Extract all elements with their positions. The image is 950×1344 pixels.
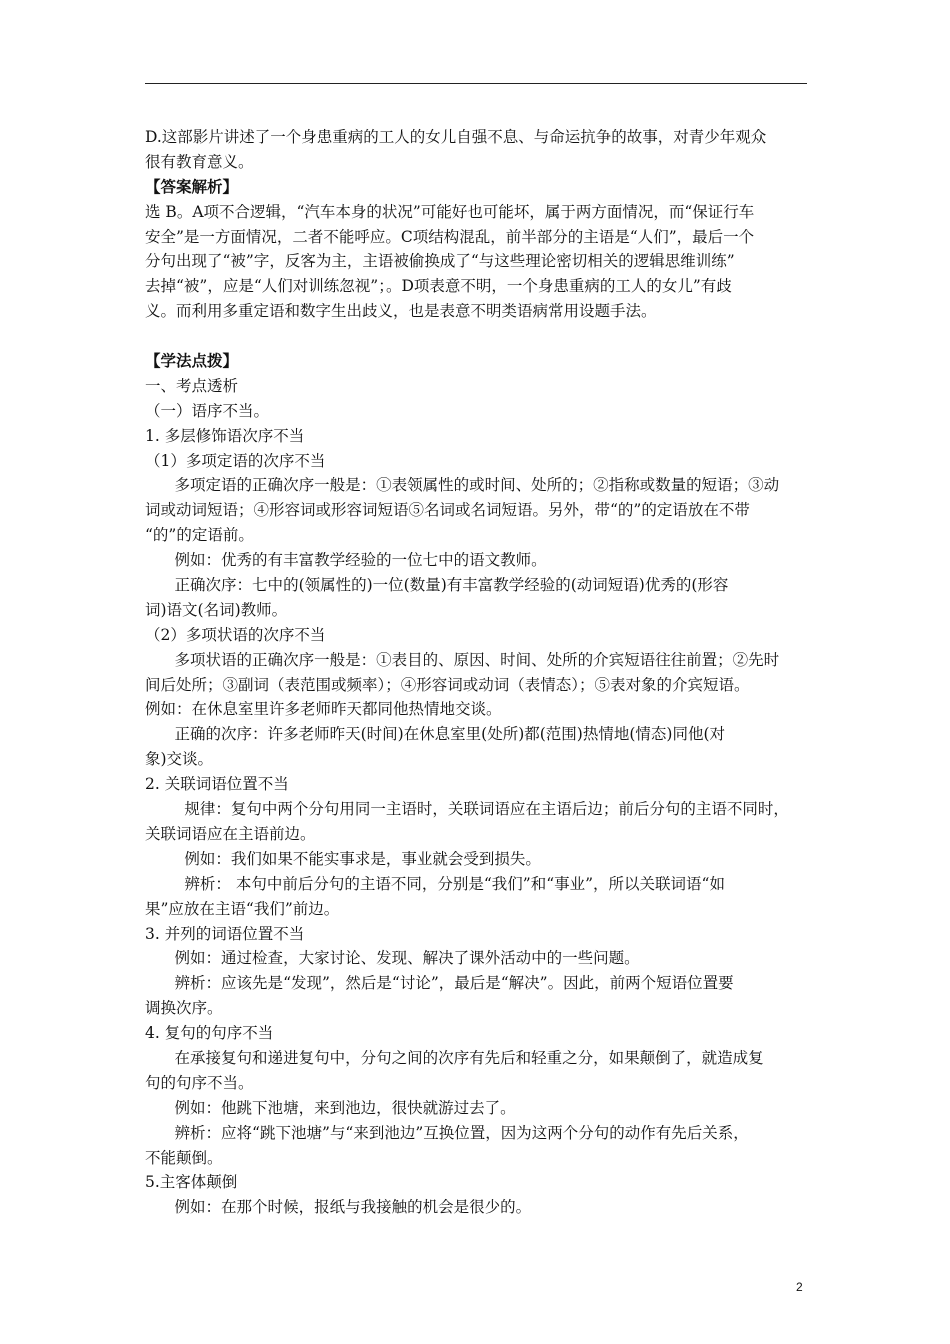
text-line (145, 324, 810, 349)
text-line: 5.主客体颠倒 (145, 1173, 238, 1192)
text-line: 很有教育意义。 (145, 152, 254, 171)
text-line: 辨析： 本句中前后分句的主语不同，分别是“我们”和“事业”，所以关联词语“如 (145, 874, 725, 893)
text-line: 义。而利用多重定语和数字生出歧义，也是表意不明类语病常用设题手法。 (145, 302, 657, 321)
paragraph (145, 573, 810, 623)
document-body (145, 125, 810, 1220)
paragraph (145, 971, 810, 1021)
text-line: 多项定语的正确次序一般是：①表领属性的或时间、处所的；②指称或数量的短语；③动 (145, 476, 780, 495)
paragraph (145, 1021, 810, 1046)
text-line: 分句出现了“被”字，反客为主，主语被偷换成了“与这些理论密切相关的逻辑思维训练” (145, 252, 735, 271)
text-line: 安全”是一方面情况，二者不能呼应。C项结构混乱，前半部分的主语是“人们”，最后一个 (145, 227, 755, 246)
paragraph (145, 1170, 810, 1195)
text-line: 例如：我们如果不能实事求是，事业就会受到损失。 (145, 849, 541, 868)
text-line: 例如：优秀的有丰富教学经验的一位七中的语文教师。 (145, 551, 547, 570)
paragraph (145, 473, 810, 548)
paragraph (145, 399, 810, 424)
text-line: （一）语序不当。 (145, 401, 270, 420)
paragraph (145, 847, 810, 872)
blank-line (145, 324, 810, 349)
text-line: 句的句序不当。 (145, 1073, 254, 1092)
text-line: 3. 并列的词语位置不当 (145, 924, 305, 943)
text-line: 辨析：应该先是“发现”，然后是“讨论”，最后是“解决”。因此，前两个短语位置要 (145, 974, 734, 993)
text-line: 正确的次序：许多老师昨天(时间)在休息室里(处所)都(范围)热情地(情态)同他(对 (145, 725, 725, 744)
text-line: 在承接复句和递进复句中，分句之间的次序有先后和轻重之分，如果颠倒了，就造成复 (145, 1048, 764, 1067)
section-heading (145, 175, 810, 200)
paragraph (145, 449, 810, 474)
paragraph (145, 200, 810, 324)
text-line: 间后处所；③副词（表范围或频率）；④形容词或动词（表情态）；⑤表对象的介宾短语。 (145, 675, 750, 694)
paragraph (145, 623, 810, 648)
text-line: 果”应放在主语“我们”前边。 (145, 899, 340, 918)
text-line: 词或动词短语；④形容词或形容词短语⑤名词或名词短语。另外，带“的”的定语放在不带 (145, 501, 750, 520)
text-line: 调换次序。 (145, 999, 223, 1018)
text-line: 关联词语应在主语前边。 (145, 824, 316, 843)
text-line: 词)语文(名词)教师。 (145, 600, 288, 619)
text-line: 2. 关联词语位置不当 (145, 775, 289, 794)
text-line: “的”的定语前。 (145, 526, 254, 545)
text-line: 4. 复句的句序不当 (145, 1024, 274, 1043)
paragraph (145, 424, 810, 449)
text-line: 例如：在那个时候，报纸与我接触的机会是很少的。 (145, 1198, 532, 1217)
section-heading (145, 349, 810, 374)
text-line: 不能颠倒。 (145, 1148, 223, 1167)
text-line: 象)交谈。 (145, 750, 214, 769)
paragraph (145, 374, 810, 399)
paragraph (145, 872, 810, 922)
paragraph (145, 1046, 810, 1096)
text-line: 去掉“被”，应是“人们对训练忽视”；。D项表意不明，一个身患重病的工人的女儿”有歧 (145, 277, 732, 296)
paragraph (145, 125, 810, 175)
header-rule (145, 83, 807, 84)
text-line: 例如：他跳下池塘，来到池边，很快就游过去了。 (145, 1098, 516, 1117)
text-line: 辨析：应将“跳下池塘”与“来到池边”互换位置，因为这两个分句的动作有先后关系， (145, 1123, 749, 1142)
text-line: 选 B。A项不合逻辑，“汽车本身的状况”可能好也可能坏，属于两方面情况，而“保证行车 (145, 202, 755, 221)
text-line: 正确次序：七中的(领属性的)一位(数量)有丰富教学经验的(动词短语)优秀的(形容 (145, 576, 729, 595)
text-line: 例如：通过检查，大家讨论、发现、解决了课外活动中的一些问题。 (145, 949, 640, 968)
text-line: 例如：在休息室里许多老师昨天都同他热情地交谈。 (145, 700, 502, 719)
text-line: （1）多项定语的次序不当 (145, 451, 326, 470)
paragraph (145, 1096, 810, 1121)
page-number: 2 (796, 1280, 803, 1294)
paragraph (145, 922, 810, 947)
paragraph (145, 772, 810, 797)
paragraph (145, 648, 810, 723)
text-line: 【学法点拨】 (145, 351, 239, 371)
text-line: 规律：复句中两个分句用同一主语时，关联词语应在主语后边；前后分句的主语不同时， (145, 800, 789, 819)
text-line: 多项状语的正确次序一般是：①表目的、原因、时间、处所的介宾短语往往前置；②先时 (145, 650, 780, 669)
text-line: D.这部影片讲述了一个身患重病的工人的女儿自强不息、与命运抗争的故事，对青少年观众 (145, 128, 767, 146)
paragraph (145, 797, 810, 847)
paragraph (145, 548, 810, 573)
paragraph (145, 1121, 810, 1171)
text-line: 1. 多层修饰语次序不当 (145, 426, 305, 445)
paragraph (145, 722, 810, 772)
text-line: （2）多项状语的次序不当 (145, 625, 326, 644)
paragraph (145, 946, 810, 971)
text-line: 一、考点透析 (145, 376, 239, 395)
paragraph (145, 1195, 810, 1220)
text-line: 【答案解析】 (145, 176, 239, 196)
